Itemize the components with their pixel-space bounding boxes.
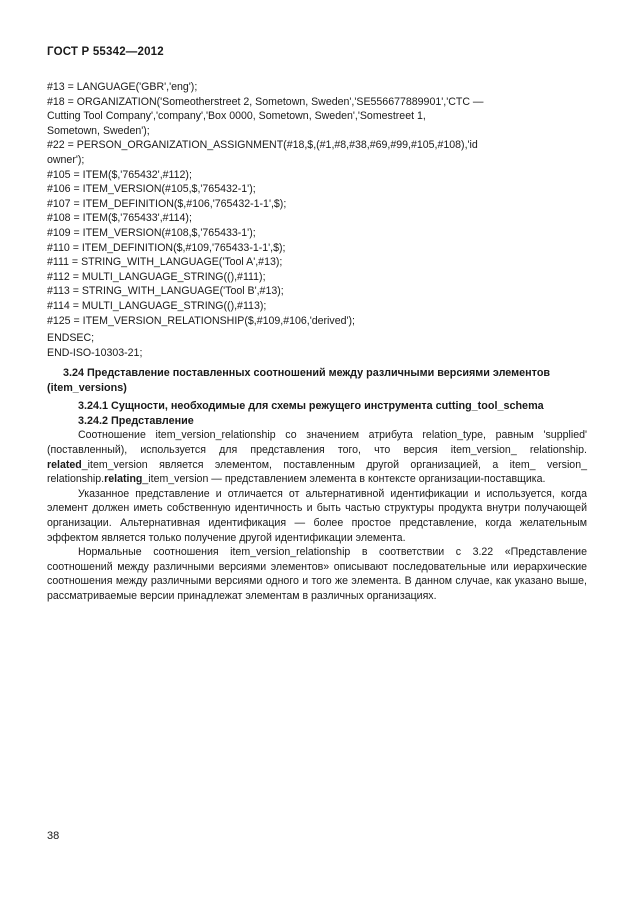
step-code-block [47, 80, 587, 360]
code-line: #111 = STRING_WITH_LANGUAGE('Tool A',#13); [47, 256, 283, 269]
code-line: #13 = LANGUAGE('GBR','eng'); [47, 81, 198, 93]
code-line: #107 = ITEM_DEFINITION($,#106,'765432-1-1',$); [47, 197, 287, 210]
code-end-iso: END-ISO-10303-21; [47, 346, 143, 359]
section-title: 3.24 Представление поставленных соотношений между различными версиями элементов (item_versions) [47, 367, 551, 394]
code-line: #109 = ITEM_VERSION(#108,$,'765433-1'); [47, 226, 256, 239]
section-3-24 [47, 366, 587, 604]
code-line: #113 = STRING_WITH_LANGUAGE('Tool B',#13); [47, 285, 284, 298]
code-line: #114 = MULTI_LANGUAGE_STRING((),#113); [47, 299, 267, 312]
paragraph-normal-relationships: Нормальные соотношения item_version_relationship в соответствии с 3.22 «Представление соотношений между различными версиями элементов» описывают последовательные или иерархические соотношения между различными версиями одного и того же элемента. В данном случае, как указано выше, рассматриваемые версии принадлежат элементам в различных организациях. [47, 546, 587, 602]
paragraph-alternative-identification: Указанное представление и отличается от альтернативной идентификации и используется, когда элемент должен иметь собственную идентичность и быть частью структуры продукта внутри получающей организации. Альтернативная идентификация — более простое представление, когда желательным эффектом является только получение другой идентификации элемента. [47, 487, 587, 544]
subsection-title-3-24-2: 3.24.2 Представление [78, 414, 194, 427]
code-line: #106 = ITEM_VERSION(#105,$,'765432-1'); [47, 183, 256, 196]
code-line: #110 = ITEM_DEFINITION($,#109,'765433-1-1',$); [47, 241, 286, 254]
code-line: Sometown, Sweden'); [47, 124, 150, 137]
paragraph-relationship: Соотношение item_version_relationship со значением атрибута relation_type, равным 'supplied' (поставленный), используется для представления того, что версия item_version_ relationship. related_item_version является элементом, поставленным другой организацией, а item_ version_ relationship.relating_item_version — представлением элемента в контексте организации-поставщика. [47, 429, 587, 486]
code-line: Cutting Tool Company','company','Box 0000, Sometown, Sweden','Somestreet 1, [47, 110, 426, 123]
code-line: #112 = MULTI_LANGUAGE_STRING((),#111); [47, 270, 266, 283]
code-line: #18 = ORGANIZATION('Someotherstreet 2, Sometown, Sweden','SE556677889901','CTC — [47, 95, 484, 108]
code-line: #105 = ITEM($,'765432',#112); [47, 168, 192, 181]
code-line: #108 = ITEM($,'765433',#114); [47, 212, 192, 225]
code-line: owner'); [47, 153, 85, 166]
page-number: 38 [47, 830, 60, 842]
code-endsec: ENDSEC; [47, 332, 95, 345]
code-line: #125 = ITEM_VERSION_RELATIONSHIP($,#109,#106,'derived'); [47, 314, 355, 327]
standard-header: ГОСТ Р 55342—2012 [47, 46, 164, 58]
subsection-title-3-24-1: 3.24.1 Сущности, необходимые для схемы режущего инструмента cutting_tool_schema [78, 400, 544, 413]
code-line: #22 = PERSON_ORGANIZATION_ASSIGNMENT(#18,$,(#1,#8,#38,#69,#99,#105,#108),'id [47, 139, 478, 152]
